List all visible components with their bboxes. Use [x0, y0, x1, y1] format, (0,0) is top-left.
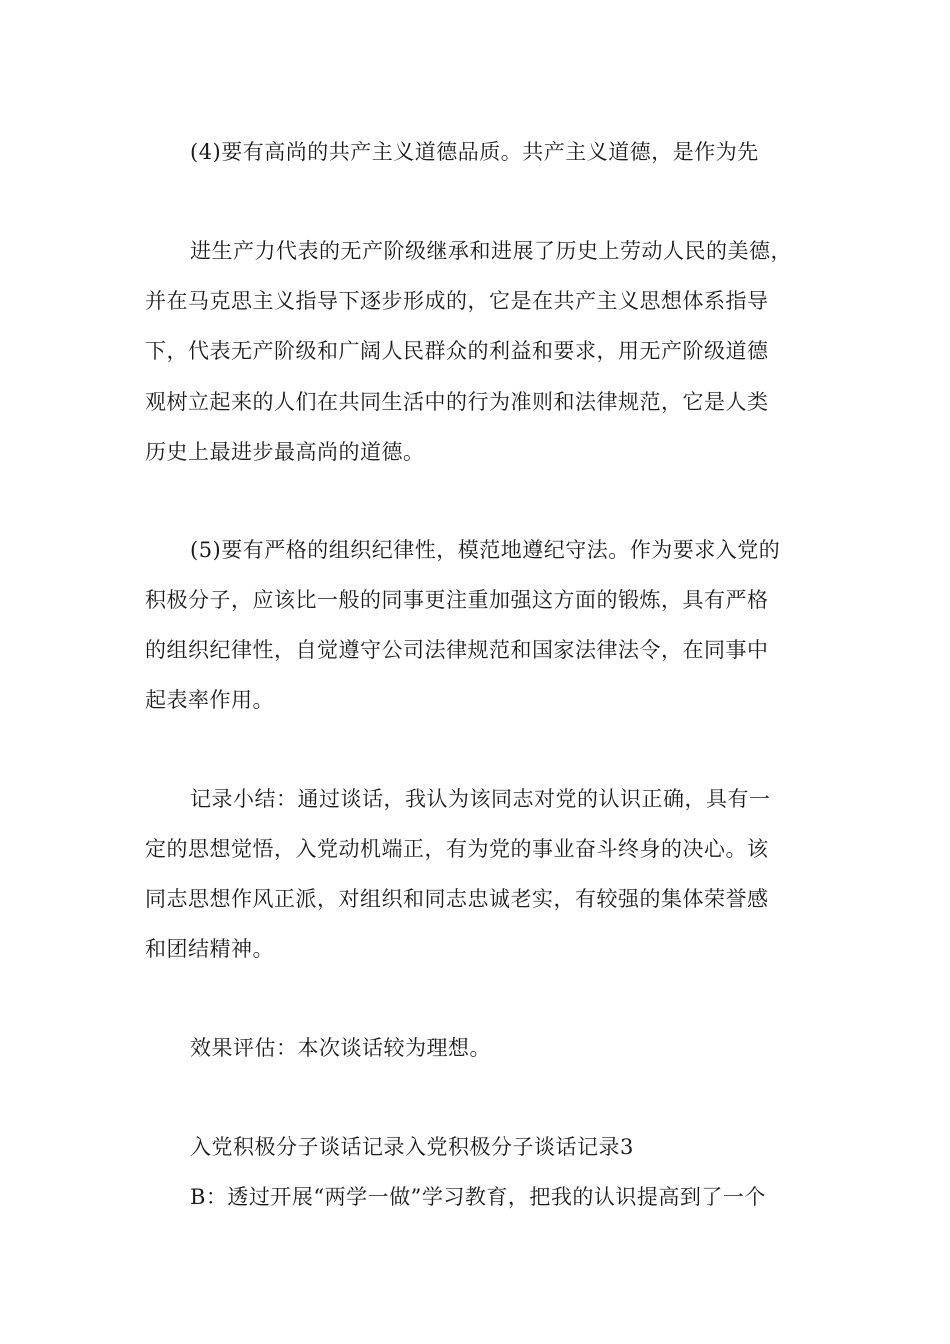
summary-line-3: 同志思想作风正派，对组织和同志忠诚老实，有较强的集体荣誉感	[145, 887, 769, 911]
summary-line-4: 和团结精神。	[145, 937, 274, 961]
paragraph-4-line-1: (4)要有高尚的共产主义道德品质。共产主义道德，是作为先	[190, 140, 759, 164]
paragraph-4-line-6: 历史上最进步最高尚的道德。	[145, 440, 425, 464]
paragraph-5-line-2: 积极分子，应该比一般的同事更注重加强这方面的锻炼，具有严格	[145, 588, 769, 612]
paragraph-4-line-5: 观树立起来的人们在共同生活中的行为准则和法律规范，它是人类	[145, 390, 769, 414]
section-heading: 入党积极分子谈话记录入党积极分子谈话记录3	[190, 1135, 634, 1159]
evaluation-line: 效果评估：本次谈话较为理想。	[190, 1036, 491, 1060]
paragraph-4-line-2: 进生产力代表的无产阶级继承和进展了历史上劳动人民的美德，	[190, 239, 792, 263]
paragraph-4-line-3: 并在马克思主义指导下逐步形成的，它是在共产主义思想体系指导	[145, 289, 769, 313]
paragraph-5-line-4: 起表率作用。	[145, 688, 274, 712]
summary-line-1: 记录小结：通过谈话，我认为该同志对党的认识正确，具有一	[190, 787, 771, 811]
summary-line-2: 定的思想觉悟，入党动机端正，有为党的事业奋斗终身的决心。该	[145, 837, 769, 861]
dialogue-line-b: B：透过开展“两学一做”学习教育，把我的认识提高到了一个	[190, 1185, 766, 1209]
paragraph-4-line-4: 下，代表无产阶级和广阔人民群众的利益和要求，用无产阶级道德	[145, 339, 769, 363]
paragraph-5-line-1: (5)要有严格的组织纪律性，模范地遵纪守法。作为要求入党的	[190, 538, 781, 562]
paragraph-5-line-3: 的组织纪律性，自觉遵守公司法律规范和国家法律法令，在同事中	[145, 638, 769, 662]
